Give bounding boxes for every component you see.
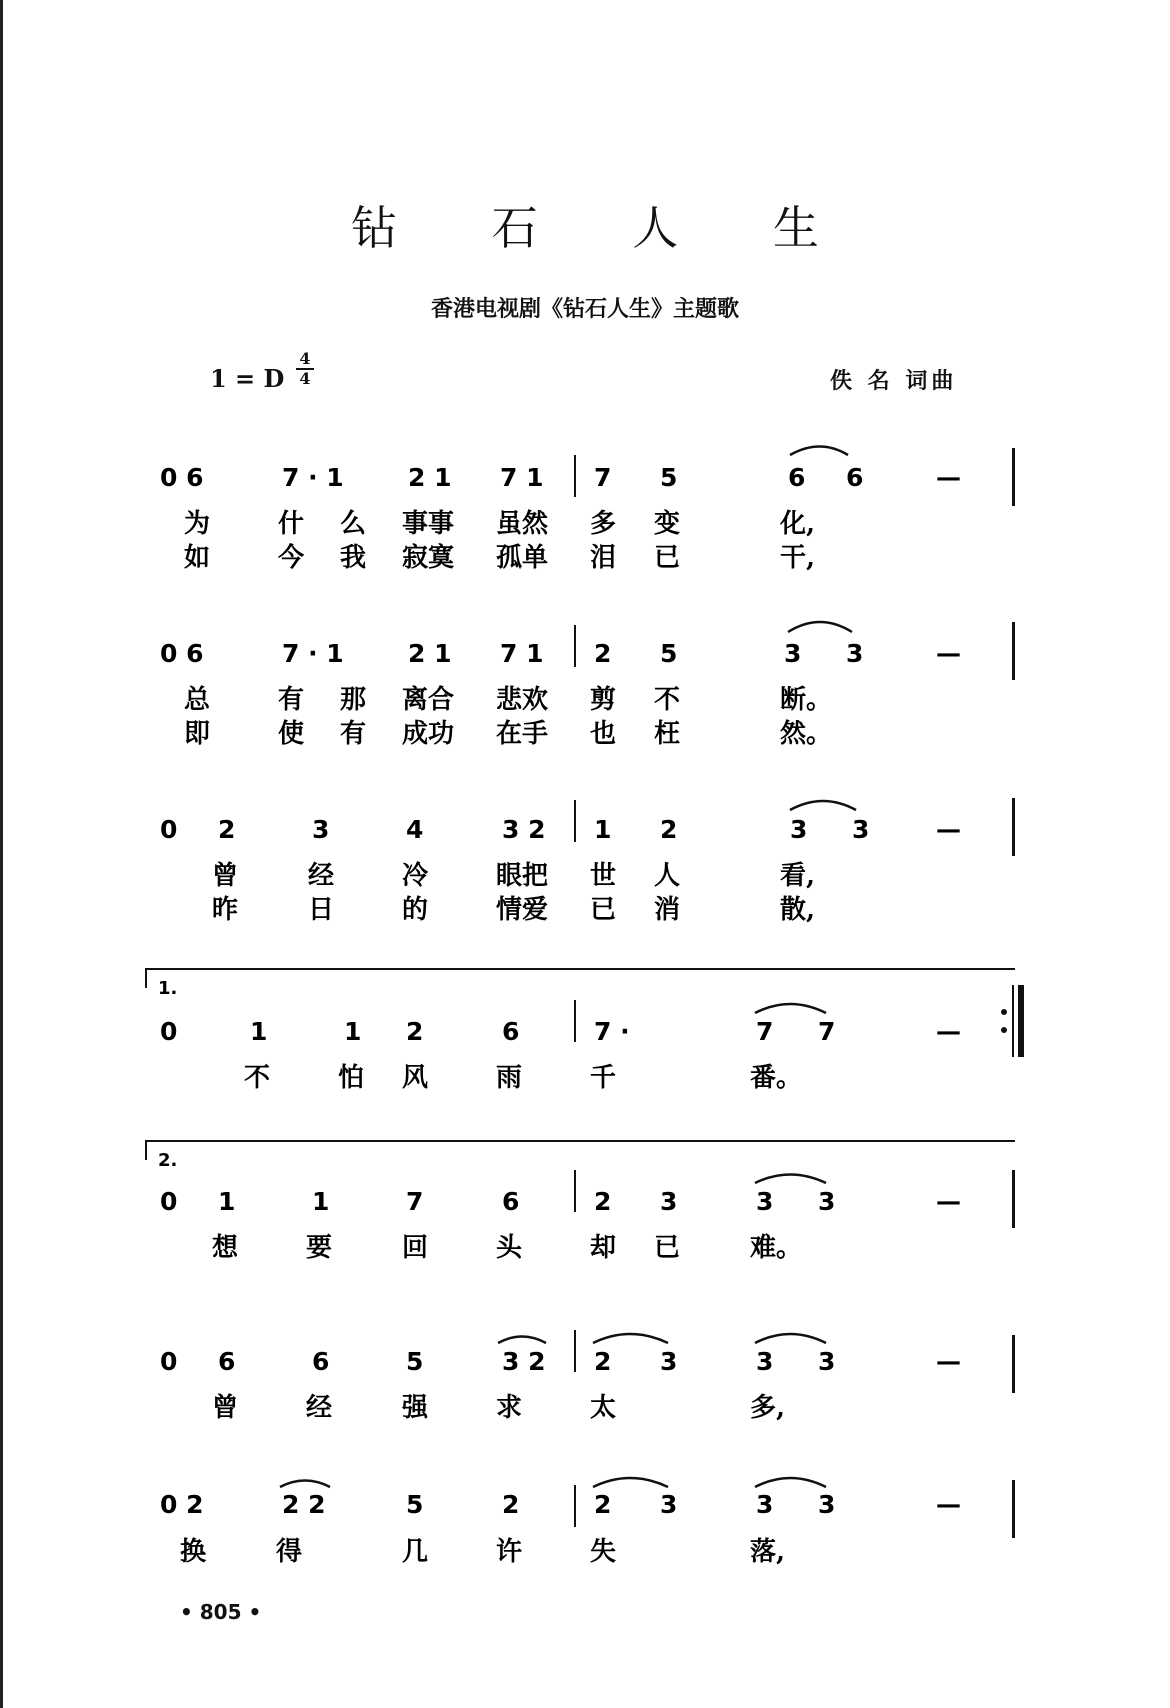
- note: 2 1: [408, 639, 452, 668]
- note: 1: [344, 1017, 362, 1046]
- lyric: 冷: [402, 861, 429, 891]
- song-subtitle: 香港电视剧《钻石人生》主题歌: [430, 296, 739, 322]
- lyric: 总: [184, 685, 211, 715]
- lyric: 什: [278, 509, 305, 539]
- lyric: 得: [276, 1537, 303, 1567]
- sustain-dash: —: [936, 1347, 961, 1376]
- sustain-dash: —: [936, 1187, 961, 1216]
- slur: [755, 1175, 826, 1184]
- bar-line: [1012, 448, 1015, 506]
- note: 4: [406, 815, 424, 844]
- note: 3: [660, 1187, 678, 1216]
- volta-bracket-2: [145, 1140, 1015, 1142]
- lyric: 虽然: [496, 509, 549, 539]
- lyric: 么: [340, 509, 367, 539]
- lyric: 失: [590, 1537, 617, 1567]
- bar-line: [574, 1000, 576, 1042]
- score-row-7: [160, 1490, 961, 1567]
- lyric: 求: [496, 1393, 523, 1423]
- score-row-4: [160, 1017, 961, 1093]
- time-signature: [296, 350, 314, 388]
- bar-line: [1012, 1170, 1015, 1228]
- bar-line: [574, 625, 576, 667]
- note: 3: [784, 639, 802, 668]
- note: 1: [250, 1017, 268, 1046]
- lyric: 已: [654, 543, 681, 573]
- volta-label-2: 2.: [158, 1150, 178, 1171]
- slur: [790, 801, 856, 810]
- sustain-dash: —: [936, 1017, 961, 1046]
- repeat-dot: [1001, 1027, 1007, 1033]
- bar-line: [1012, 1480, 1015, 1538]
- volta-bracket-2-hook: [145, 1140, 147, 1160]
- bar-line: [1012, 798, 1015, 856]
- score-row-2: [160, 639, 961, 749]
- volta-label-1: 1.: [158, 978, 178, 999]
- slur: [755, 1004, 826, 1013]
- lyric: 不: [244, 1063, 271, 1093]
- slur: [593, 1478, 668, 1487]
- page-number: • 805 •: [180, 1600, 262, 1624]
- lyric: 日: [308, 895, 335, 925]
- lyric: 人: [654, 861, 681, 891]
- lyric: 几: [402, 1537, 429, 1567]
- lyric: 经: [306, 1393, 333, 1423]
- slur: [755, 1478, 826, 1487]
- note: 3 2: [502, 1347, 546, 1376]
- lyric: 消: [654, 895, 681, 925]
- score-row-6: [160, 1347, 961, 1423]
- note: 2 1: [408, 463, 452, 492]
- note: 3: [818, 1490, 836, 1519]
- note: 2 2: [282, 1490, 326, 1519]
- lyric: 的: [402, 895, 429, 925]
- lyric: 即: [184, 719, 211, 749]
- note: 2: [406, 1017, 424, 1046]
- lyric: 难。: [750, 1233, 803, 1263]
- note: 0: [160, 1187, 178, 1216]
- bar-line: [1012, 1335, 1015, 1393]
- slur: [593, 1334, 668, 1343]
- note: 0: [160, 1017, 178, 1046]
- score-row-5: [160, 1187, 961, 1263]
- lyric: 雨: [496, 1063, 523, 1093]
- lyric: 要: [306, 1233, 333, 1263]
- lyric: 回: [402, 1233, 429, 1263]
- slur: [280, 1481, 330, 1488]
- volta-bracket-1: [145, 968, 1015, 970]
- lyric: 如: [184, 543, 211, 573]
- note: 7 ·: [594, 1017, 630, 1046]
- note: 7 · 1: [282, 463, 344, 492]
- lyric: 太: [590, 1393, 617, 1423]
- lyric: 曾: [212, 861, 239, 891]
- lyric: 已: [654, 1233, 681, 1263]
- note: 3: [846, 639, 864, 668]
- note: 3: [790, 815, 808, 844]
- note: 6: [788, 463, 806, 492]
- bar-line: [574, 1485, 576, 1527]
- note: 1: [594, 815, 612, 844]
- note: 7 · 1: [282, 639, 344, 668]
- note: 5: [406, 1347, 424, 1376]
- lyric: 有: [278, 685, 305, 715]
- lyric: 那: [340, 685, 367, 715]
- lyric: 成功: [402, 719, 455, 749]
- lyric: 多,: [750, 1393, 786, 1423]
- note: 7: [406, 1187, 424, 1216]
- note: 1: [312, 1187, 330, 1216]
- lyric: 干,: [780, 543, 816, 573]
- score-row-3: [160, 815, 961, 925]
- note: 3: [818, 1347, 836, 1376]
- sustain-dash: —: [936, 815, 961, 844]
- note: 0: [160, 815, 178, 844]
- lyric: 多: [590, 509, 617, 539]
- time-signature-bottom: 4: [299, 369, 311, 388]
- note: 6: [502, 1187, 520, 1216]
- lyric: 昨: [212, 895, 239, 925]
- note: 0 2: [160, 1490, 204, 1519]
- lyric: 使: [278, 719, 305, 749]
- note: 7: [756, 1017, 774, 1046]
- bar-line: [574, 455, 576, 497]
- time-signature-top: 4: [296, 350, 314, 370]
- repeat-dot: [1001, 1009, 1007, 1015]
- note: 2: [218, 815, 236, 844]
- bar-line: [574, 1330, 576, 1372]
- score-row-1: [160, 463, 961, 573]
- repeat-bar-thin: [1012, 985, 1014, 1057]
- bar-line: [574, 1170, 576, 1212]
- lyric: 今: [278, 543, 305, 573]
- lyric: 枉: [654, 719, 681, 749]
- note: 3: [818, 1187, 836, 1216]
- sustain-dash: —: [936, 1490, 961, 1519]
- lyric: 经: [308, 861, 335, 891]
- volta-bracket-1-hook: [145, 968, 147, 988]
- slur: [790, 447, 848, 456]
- lyric: 眼把: [496, 861, 549, 891]
- note: 2: [594, 1490, 612, 1519]
- lyric: 想: [212, 1233, 239, 1263]
- lyric: 然。: [780, 719, 833, 749]
- lyric: 散,: [780, 895, 816, 925]
- slur: [788, 622, 852, 632]
- lyric: 情爱: [496, 895, 549, 925]
- lyric: 离合: [402, 685, 455, 715]
- lyric: 世: [590, 861, 617, 891]
- note: 3: [660, 1490, 678, 1519]
- lyric: 强: [402, 1393, 429, 1423]
- sustain-dash: —: [936, 463, 961, 492]
- lyric: 千: [590, 1063, 617, 1093]
- lyric: 化,: [780, 509, 816, 539]
- lyric: 悲欢: [496, 685, 549, 715]
- sustain-dash: —: [936, 639, 961, 668]
- lyric: 有: [340, 719, 367, 749]
- lyric: 孤单: [496, 543, 549, 573]
- note: 7: [594, 463, 612, 492]
- lyric: 看,: [780, 861, 816, 891]
- lyric: 番。: [750, 1063, 803, 1093]
- note: 7 1: [500, 639, 544, 668]
- lyric: 头: [496, 1233, 523, 1263]
- note: 6: [312, 1347, 330, 1376]
- lyric: 为: [184, 509, 211, 539]
- slur: [498, 1337, 546, 1344]
- lyric: 不: [654, 685, 681, 715]
- note: 3: [312, 815, 330, 844]
- lyric: 怕: [338, 1063, 365, 1093]
- note: 5: [660, 463, 678, 492]
- note: 3: [756, 1187, 774, 1216]
- song-title: 钻 石 人 生: [351, 201, 859, 255]
- lyric: 落,: [750, 1537, 786, 1567]
- bar-line: [1012, 622, 1015, 680]
- credit-line: 佚 名 词曲: [830, 368, 958, 394]
- note: 2: [660, 815, 678, 844]
- note: 6: [218, 1347, 236, 1376]
- note: 0 6: [160, 639, 204, 668]
- note: 1: [218, 1187, 236, 1216]
- lyric: 却: [590, 1233, 617, 1263]
- lyric: 事事: [402, 509, 455, 539]
- note: 2: [594, 639, 612, 668]
- repeat-bar-thick: [1018, 985, 1024, 1057]
- lyric: 在手: [496, 719, 549, 749]
- note: 2: [594, 1347, 612, 1376]
- lyric: 断。: [780, 685, 833, 715]
- lyric: 已: [590, 895, 617, 925]
- lyric: 风: [402, 1063, 429, 1093]
- note: 6: [846, 463, 864, 492]
- key-signature: 1 = D: [210, 364, 285, 393]
- note: 2: [594, 1187, 612, 1216]
- note: 0: [160, 1347, 178, 1376]
- note: 3: [756, 1490, 774, 1519]
- note: 3 2: [502, 815, 546, 844]
- lyric: 寂寞: [402, 543, 455, 573]
- lyric: 也: [590, 719, 617, 749]
- note: 6: [502, 1017, 520, 1046]
- lyric: 泪: [590, 543, 617, 573]
- lyric: 曾: [212, 1393, 239, 1423]
- note: 7 1: [500, 463, 544, 492]
- bar-line: [574, 800, 576, 842]
- lyric: 许: [496, 1537, 523, 1567]
- note: 7: [818, 1017, 836, 1046]
- lyric: 我: [340, 543, 367, 573]
- note: 0 6: [160, 463, 204, 492]
- note: 3: [660, 1347, 678, 1376]
- lyric: 变: [654, 509, 681, 539]
- note: 5: [406, 1490, 424, 1519]
- note: 3: [852, 815, 870, 844]
- note: 3: [756, 1347, 774, 1376]
- lyric: 换: [180, 1537, 207, 1567]
- lyric: 剪: [590, 685, 617, 715]
- slur: [755, 1334, 826, 1343]
- note: 2: [502, 1490, 520, 1519]
- note: 5: [660, 639, 678, 668]
